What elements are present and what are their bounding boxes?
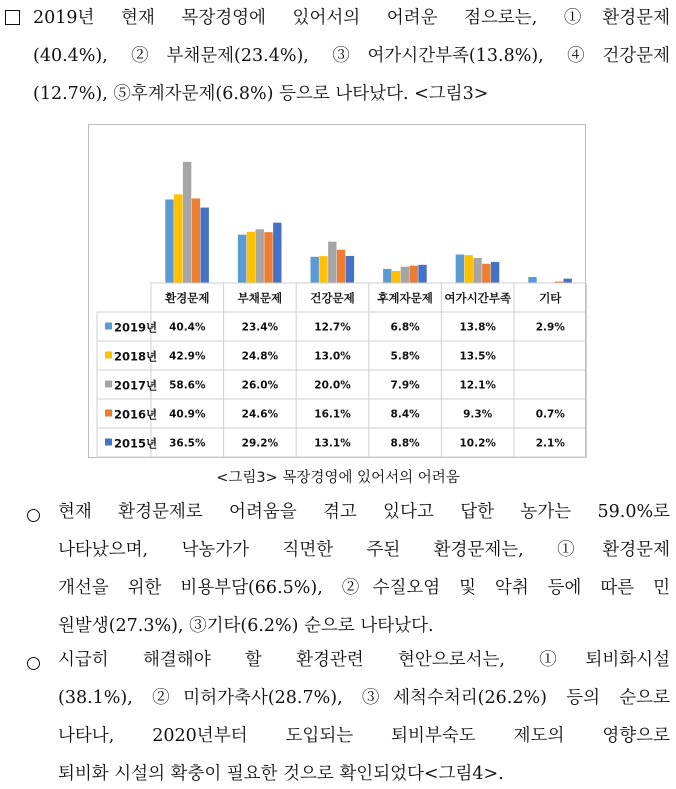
bar-2-4 bbox=[346, 256, 354, 283]
paragraph-2-line-3: 개선을 위한 비용부담(66.5%), ②수질오염 및 악취 등에 따른 민 bbox=[58, 578, 670, 598]
legend-key bbox=[105, 352, 112, 359]
bar-2-0 bbox=[311, 257, 319, 283]
figure-caption: <그림3> 목장경영에 있어서의 어려움 bbox=[216, 470, 460, 486]
paragraph-3-line-3: 나타나, 2020년부터 도입되는 퇴비부숙도 제도의 영향으로 bbox=[58, 726, 670, 746]
bar-3-3 bbox=[410, 266, 418, 283]
legend-key bbox=[105, 410, 112, 417]
legend-key bbox=[105, 439, 112, 446]
data-label: 16.1% bbox=[314, 408, 351, 421]
bar-5-0 bbox=[528, 277, 536, 283]
data-label: 20.0% bbox=[314, 379, 351, 392]
paragraph-1-line-1: 2019년 현재 목장경영에 있어서의 어려운 점으로는, ①환경문제 bbox=[33, 8, 670, 28]
paragraph-1-line-3: (12.7%), ⑤후계자문제(6.8%) 등으로 나타났다. <그림3> bbox=[33, 84, 489, 104]
chart-frame bbox=[88, 124, 586, 458]
paragraph-1-line-2: (40.4%), ②부채문제(23.4%), ③여가시간부족(13.8%), ④건강문제 bbox=[33, 46, 670, 66]
bar-3-0 bbox=[383, 269, 391, 283]
data-label: 13.8% bbox=[459, 321, 496, 334]
bar-1-1 bbox=[247, 232, 255, 283]
data-label: 29.2% bbox=[241, 437, 279, 450]
data-label: 10.2% bbox=[459, 437, 496, 450]
bar-2-3 bbox=[337, 250, 345, 283]
data-label: 58.6% bbox=[169, 379, 206, 392]
data-label: 13.0% bbox=[314, 350, 351, 363]
bar-0-3 bbox=[192, 198, 200, 283]
data-label: 2.9% bbox=[535, 321, 565, 334]
bar-2-1 bbox=[319, 256, 327, 283]
data-label: 26.0% bbox=[241, 379, 279, 392]
series-label: 2017년 bbox=[114, 378, 158, 393]
data-label: 5.8% bbox=[390, 350, 420, 363]
bar-3-4 bbox=[418, 265, 426, 283]
paragraph-2-line-2: 나타났으며, 낙농가가 직면한 주된 환경문제는, ①환경문제 bbox=[58, 540, 670, 560]
data-label: 12.7% bbox=[314, 321, 351, 334]
bar-0-2 bbox=[183, 162, 191, 283]
paragraph-3-line-4: 퇴비화 시설의 확충이 필요한 것으로 확인되었다<그림4>. bbox=[58, 764, 504, 784]
bar-1-4 bbox=[273, 223, 281, 283]
bar-4-4 bbox=[491, 262, 499, 283]
category-label: 기타 bbox=[539, 291, 562, 305]
square-bullet-icon bbox=[5, 10, 20, 25]
bar-5-4 bbox=[564, 279, 572, 283]
data-label: 24.8% bbox=[241, 350, 279, 363]
bar-2-2 bbox=[328, 242, 336, 283]
data-label: 12.1% bbox=[459, 379, 496, 392]
paragraph-3-line-1: 시급히 해결해야 할 환경관련 현안으로서는, ①퇴비화시설 bbox=[58, 650, 670, 670]
data-label: 24.6% bbox=[241, 408, 279, 421]
data-label: 0.7% bbox=[535, 408, 565, 421]
paragraph-2-line-1: 현재 환경문제로 어려움을 겪고 있다고 답한 농가는 59.0%로 bbox=[58, 502, 670, 522]
bar-1-2 bbox=[256, 229, 264, 283]
data-label: 42.9% bbox=[169, 350, 206, 363]
data-label: 2.1% bbox=[535, 437, 565, 450]
data-label: 6.8% bbox=[390, 321, 420, 334]
paragraph-2-line-4: 원발생(27.3%), ③기타(6.2%) 순으로 나타났다. bbox=[58, 616, 434, 636]
bar-0-0 bbox=[165, 200, 173, 283]
series-label: 2016년 bbox=[114, 407, 158, 422]
bar-0-4 bbox=[201, 208, 209, 283]
bar-4-0 bbox=[456, 254, 464, 283]
category-label: 여가시간부족 bbox=[444, 291, 512, 305]
category-label: 후계자문제 bbox=[377, 291, 433, 305]
bar-chart bbox=[89, 125, 587, 459]
data-label: 8.4% bbox=[390, 408, 420, 421]
category-label: 부채문제 bbox=[237, 291, 283, 305]
bar-4-1 bbox=[465, 255, 473, 283]
series-label: 2019년 bbox=[114, 320, 158, 335]
bar-0-1 bbox=[174, 194, 182, 283]
data-label: 13.5% bbox=[459, 350, 496, 363]
bar-1-3 bbox=[264, 232, 272, 283]
series-label: 2015년 bbox=[114, 436, 158, 451]
data-label: 40.4% bbox=[169, 321, 206, 334]
bar-1-0 bbox=[238, 235, 246, 283]
data-label: 8.8% bbox=[390, 437, 420, 450]
legend-key bbox=[105, 381, 112, 388]
data-label: 40.9% bbox=[169, 408, 206, 421]
legend-key bbox=[105, 323, 112, 330]
circle-bullet-icon bbox=[27, 509, 40, 522]
data-label: 13.1% bbox=[314, 437, 351, 450]
bar-3-1 bbox=[392, 271, 400, 283]
category-label: 환경문제 bbox=[165, 291, 210, 305]
data-label: 7.9% bbox=[390, 379, 420, 392]
data-label: 36.5% bbox=[169, 437, 206, 450]
bar-4-2 bbox=[473, 258, 481, 283]
series-label: 2018년 bbox=[114, 349, 158, 364]
paragraph-3-line-2: (38.1%), ②미허가축사(28.7%), ③세척수처리(26.2%) 등의 순으로 bbox=[58, 688, 670, 708]
bar-3-2 bbox=[401, 267, 409, 283]
data-label: 9.3% bbox=[463, 408, 493, 421]
bar-4-3 bbox=[482, 264, 490, 283]
circle-bullet-icon bbox=[27, 657, 40, 670]
category-label: 건강문제 bbox=[310, 291, 355, 305]
data-label: 23.4% bbox=[241, 321, 279, 334]
